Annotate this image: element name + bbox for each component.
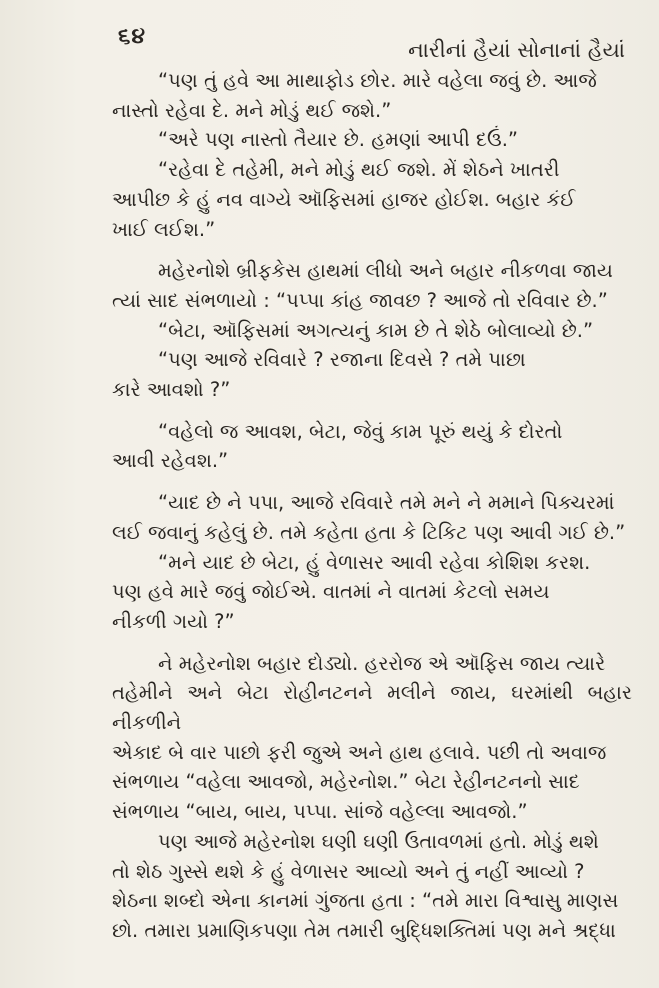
paragraph: “અરે પણ નાસ્તો તૈયાર છે. હમણાં આપી દઉં.” xyxy=(158,128,518,152)
paragraph: પણ આજે મહેરનોશ ઘણી ઘણી ઉતાવળમાં હતો. મોડું થશે તો શેઠ ગુસ્સે થશે કે હું વેળાસર આવ્યો અને તું નહીં આવ્યો ? શેઠના શબ્દો એના કાનમાં ગુંજતા હતા : “તમે મારા વિશ્વાસુ માણસ છો. તમારા પ્રમાણિકપણા તેમ તમારી બુદ્ધિશક્તિમાં પણ મને શ્રદ્ધા xyxy=(112,829,619,942)
page-number: ૬૪ xyxy=(118,24,146,49)
paragraph: “વહેલો જ આવશ, બેટા, જેવું કામ પૂરું થયું કે દોરતો આવી રહેવશ.” xyxy=(112,419,563,473)
paragraph: “યાદ છે ને પપા, આજે રવિવારે તમે મને ને મમાને પિક્ચરમાં લઈ જવાનું કહેલું છે. તમે કહેતા હતા કે ટિકિટ પણ આવી ગઈ છે.” xyxy=(112,491,626,544)
paragraph: “પણ આજે રવિવારે ? રજાના દિવસે ? તમે પાછા કારે આવશો ?” xyxy=(112,348,526,402)
paragraph: મહેરનોશે બ્રીફકેસ હાથમાં લીધો અને બહાર નીકળવા જાય ત્યાં સાદ સંભળાયો : “પપ્પા કાંહ જાવછ ? આજે તો રવિવાર છે.” xyxy=(112,259,613,312)
paragraph: “બેટા, ઑફિસમાં અગત્યનું કામ છે તે શેઠે બોલાવ્યો છે.” xyxy=(158,318,594,342)
paragraph: “મને યાદ છે બેટા, હું વેળાસર આવી રહેવા કોશિશ કરશ. પણ હવે મારે જવું જોઈએ. વાતમાં ને વાતમાં કેટલો સમય નીકળી ગયો ?” xyxy=(112,550,591,633)
body-text xyxy=(112,66,632,946)
running-title: નારીનાં હૈયાં સોનાનાં હૈયાં xyxy=(408,38,625,62)
paragraph: “પણ તું હવે આ માથાફોડ છોર. મારે વહેલા જવું છે. આજે નાસ્તો રહેવા દે. મને મોડું થઈ જશે.” xyxy=(112,69,597,122)
paragraph: “રહેવા દે તહેમી, મને મોડું થઈ જશે. મેં શેઠને ખાતરી આપીછ કે હું નવ વાગ્યે ઑફિસમાં હાજર હોઈશ. બહાર કંઈ ખાઈ લઈશ.” xyxy=(112,158,576,241)
paragraph: ને મહેરનોશ બહાર દોડ્યો. હરરોજ એ ઑફિસ જાય ત્યારે તહેમીને અને બેટા રોહીનટનને મલીને જાય, ઘરમાંથી બહાર નીકળીને એકાદ બે વાર પાછો ફરી જુએ અને હાથ હલાવે. પછી તો અવાજ સંભળાય “વહેલા આવજો, મહેરનોશ.” બેટા રેહીનટનનો સાદ સંભળાય “બાય, બાય, પપ્પા. સાંજે વહેલ્લા આવજો.” xyxy=(112,651,632,824)
